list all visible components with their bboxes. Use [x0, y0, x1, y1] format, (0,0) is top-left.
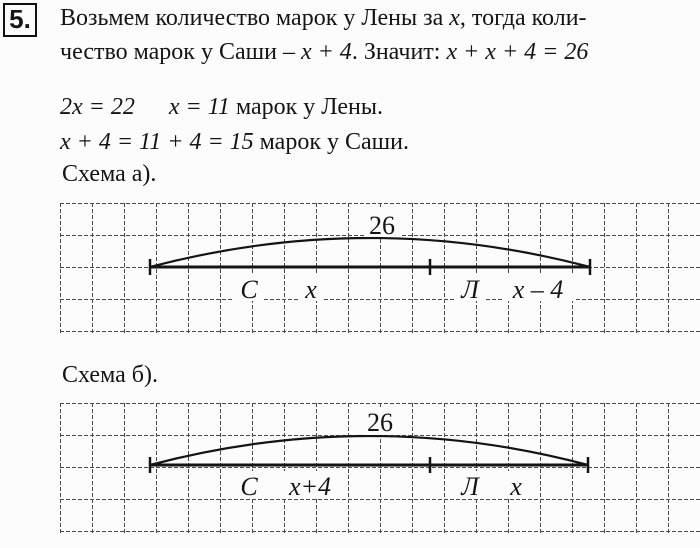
scheme-b-title: Схема б). [62, 362, 158, 388]
scheme-a-left-letter: С [240, 275, 258, 304]
scheme-a-arc [150, 238, 590, 267]
intro-text-1-end: , тогда коли- [459, 5, 587, 31]
scheme-b-left-letter: С [240, 472, 258, 501]
intro-expression: x + 4 [300, 39, 352, 65]
scheme-a-right-letter: Л [461, 275, 479, 304]
intro-equation: x + x + 4 = 26 [446, 39, 589, 65]
intro-text-2: чество марок у Саши – [60, 39, 301, 65]
intro-text-2-mid: . Значит: [351, 39, 447, 65]
scheme-a-left-expr: x [305, 275, 317, 304]
scheme-b-left-expr: x+4 [288, 472, 332, 501]
intro-text-1: Возьмем количество марок у Лены за [60, 5, 450, 31]
solution-eq-1: 2x = 22 [60, 94, 135, 120]
scheme-b-diagram [60, 403, 700, 533]
task-text-line-1 [60, 4, 587, 32]
scheme-b-arc [150, 436, 588, 465]
scheme-a-right-expr: x – 4 [512, 275, 564, 304]
solution-line-1 [60, 93, 383, 121]
solution-line-2 [60, 128, 409, 156]
task-number: 5. [3, 3, 37, 37]
intro-variable: x [449, 5, 460, 31]
task-text-line-2 [60, 38, 588, 66]
scheme-b-right-expr: x [510, 472, 522, 501]
solution-suffix-1: марок у Лены. [229, 94, 384, 120]
solution-eq-2: x = 11 [168, 94, 230, 120]
scheme-b-total: 26 [367, 408, 393, 437]
scheme-b-right-letter: Л [461, 472, 479, 501]
scheme-a-title: Схема а). [62, 161, 157, 187]
scheme-a-total: 26 [369, 211, 395, 240]
solution-eq-3: x + 4 = 11 + 4 = 15 [60, 129, 254, 155]
solution-suffix-2: марок у Саши. [253, 129, 409, 155]
scheme-a-diagram [60, 203, 700, 333]
